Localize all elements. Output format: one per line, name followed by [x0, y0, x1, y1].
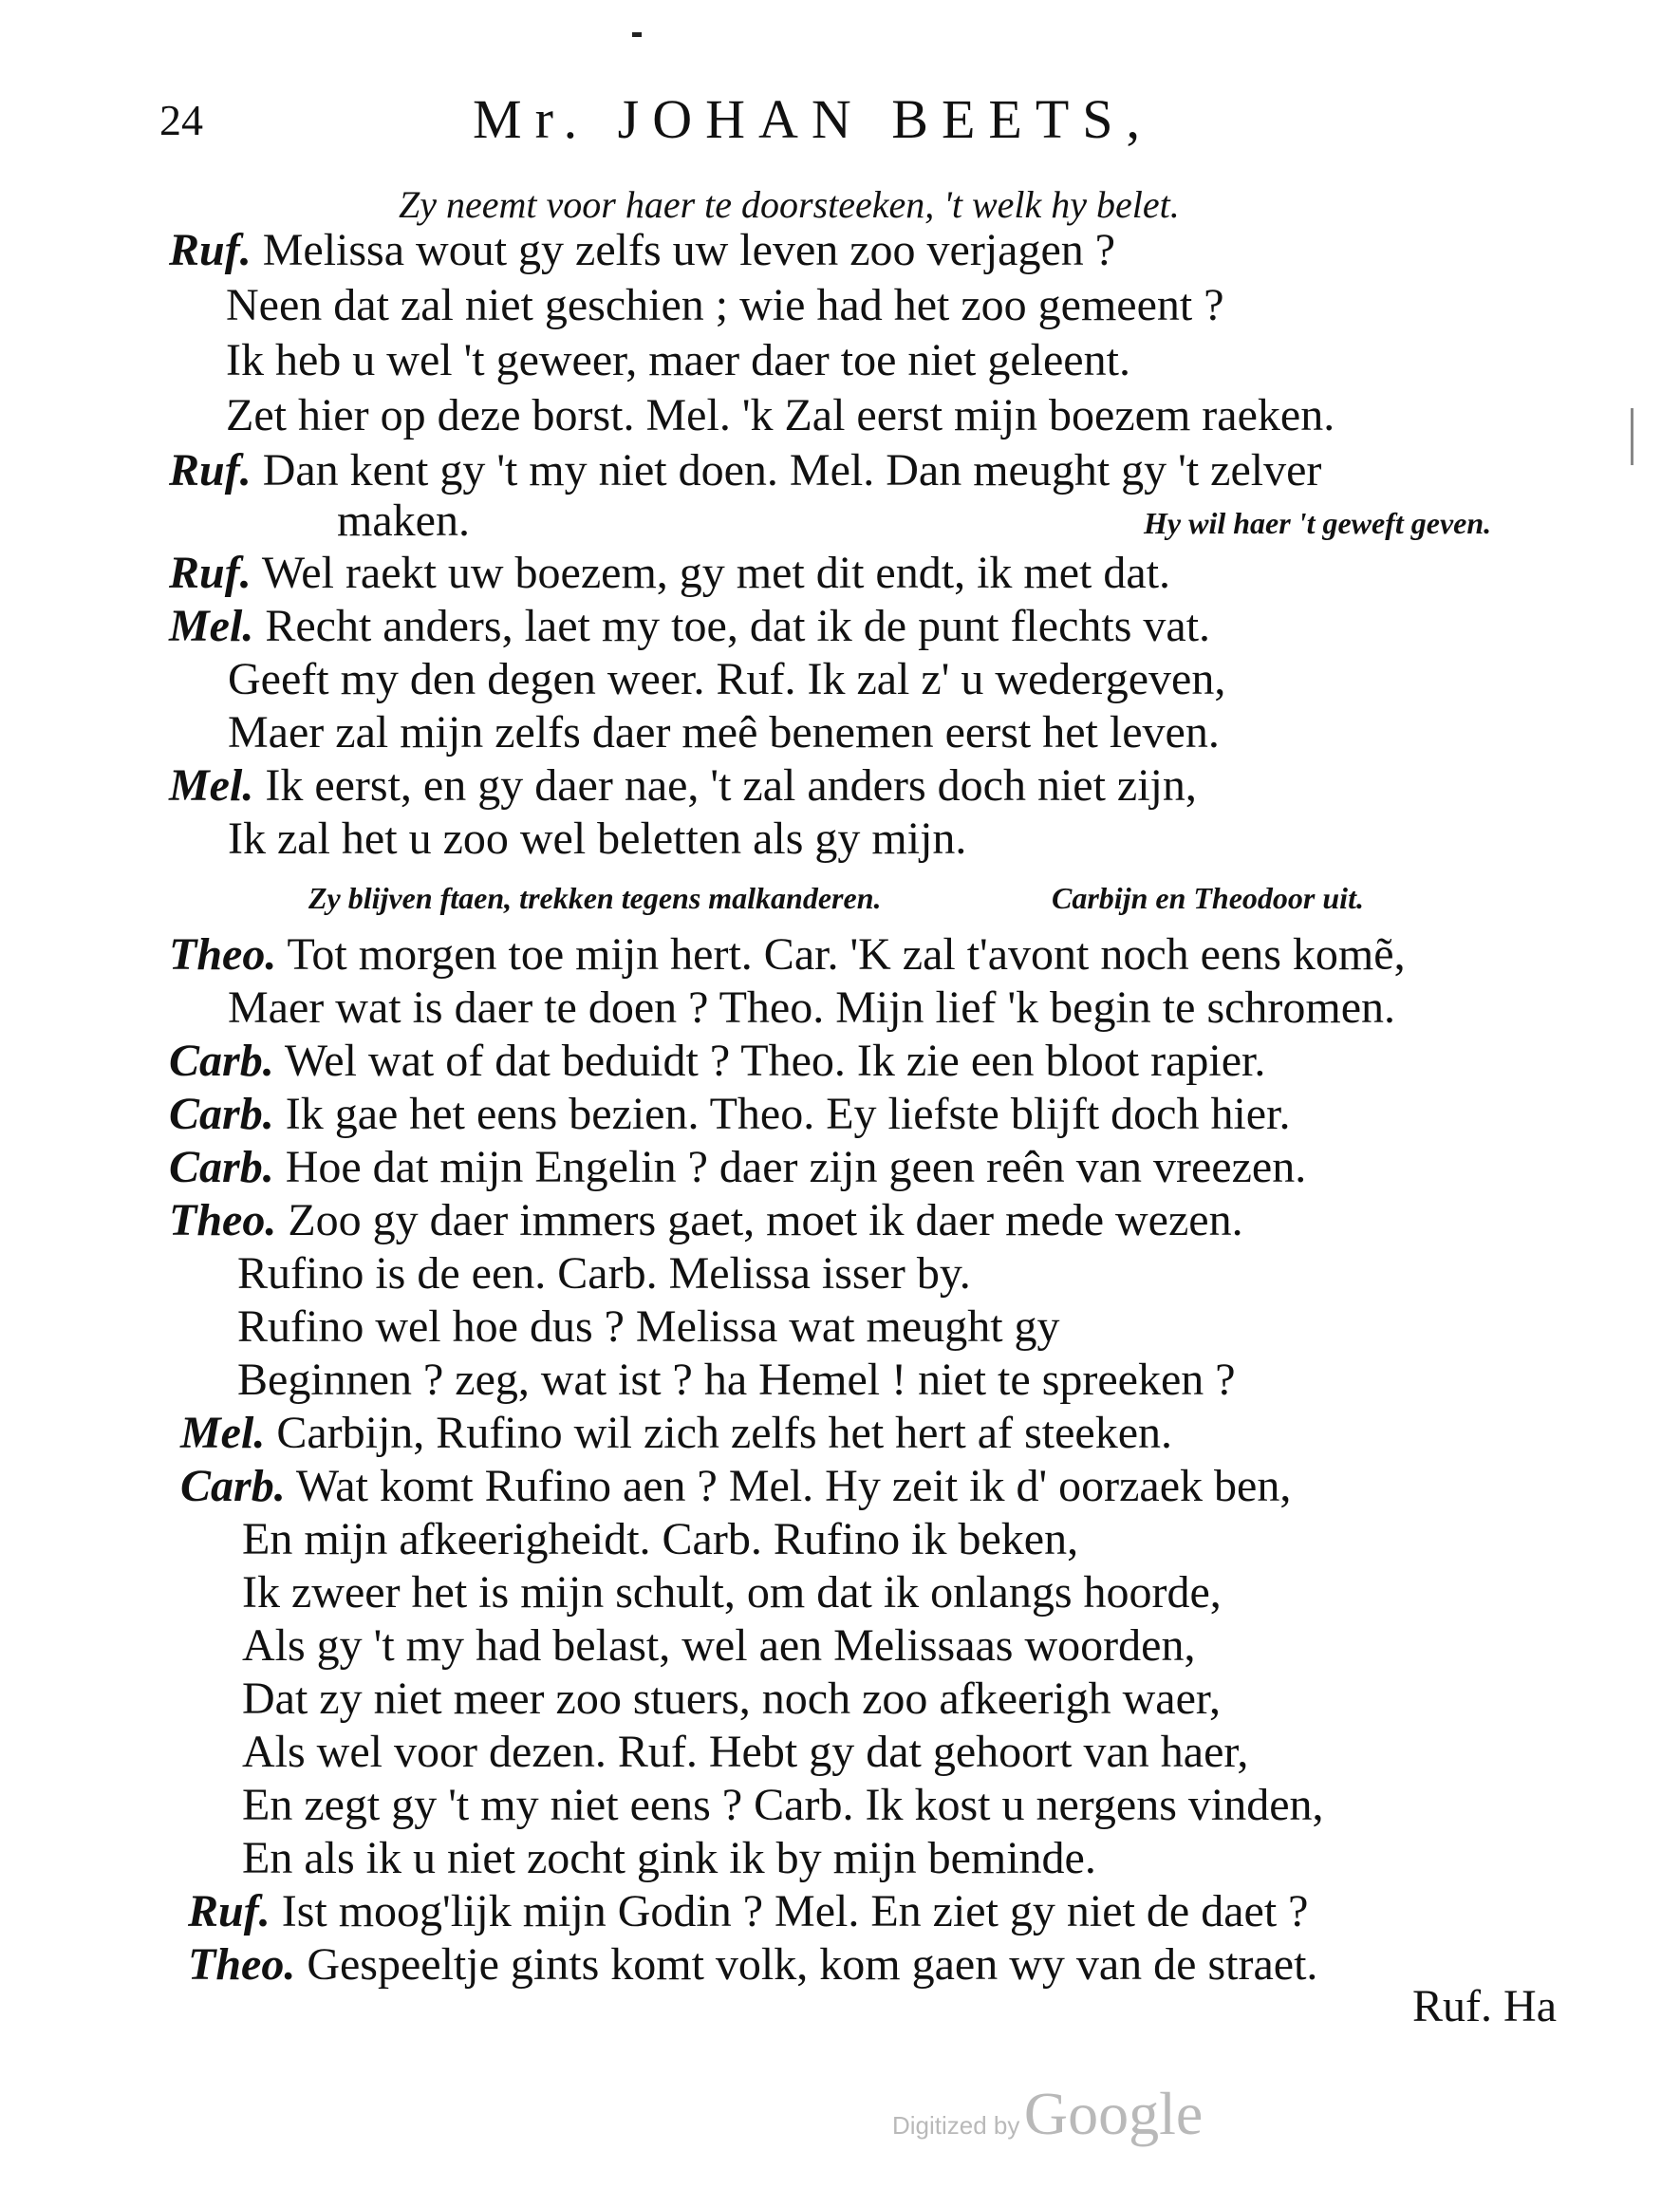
- speaker: Mel.: [180, 1408, 266, 1458]
- verse-line: En mijn afkeerigheidt. Carb. Rufino ik beken,: [242, 1514, 1079, 1564]
- scan-speck: [632, 32, 642, 37]
- verse-line: Geeft my den degen weer. Ruf. Ik zal z' u wedergeven,: [228, 654, 1226, 704]
- verse-line: En zegt gy 't my niet eens ? Carb. Ik kost u nergens vinden,: [242, 1780, 1324, 1830]
- verse-line: Ruf. Ist moog'lijk mijn Godin ? Mel. En ziet gy niet de daet ?: [188, 1886, 1309, 1936]
- verse-line: Rufino wel hoe dus ? Melissa wat meught gy: [237, 1301, 1060, 1352]
- digitized-by-google-watermark: Digitized by Google: [892, 2080, 1204, 2147]
- verse-line: Rufino is de een. Carb. Melissa isser by.: [237, 1248, 971, 1299]
- verse-line: Beginnen ? zeg, wat ist ? ha Hemel ! niet te spreeken ?: [237, 1355, 1236, 1405]
- verse-line: Ruf. Wel raekt uw boezem, gy met dit endt, ik met dat.: [169, 548, 1171, 598]
- speaker: Theo.: [188, 1939, 296, 1990]
- verse-line: Ik zal het u zoo wel beletten als gy mijn.: [228, 814, 967, 864]
- verse-line: Neen dat zal niet geschien ; wie had het zoo gemeent ?: [226, 280, 1224, 330]
- verse-line: Mel. Recht anders, laet my toe, dat ik de punt flechts vat.: [169, 601, 1211, 651]
- verse-line: Carb. Ik gae het eens bezien. Theo. Ey liefste blijft doch hier.: [169, 1089, 1291, 1139]
- speaker: Ruf.: [169, 225, 252, 275]
- verse-line: Ruf. Melissa wout gy zelfs uw leven zoo verjagen ?: [169, 225, 1116, 275]
- verse-line: En als ik u niet zocht gink ik by mijn beminde.: [242, 1833, 1096, 1883]
- catchword: Ruf. Ha: [1412, 1981, 1557, 2031]
- verse-line: Carb. Wat komt Rufino aen ? Mel. Hy zeit ik d' oorzaek ben,: [180, 1461, 1292, 1511]
- verse-line: maken.: [337, 496, 470, 546]
- verse-line: Dat zy niet meer zoo stuers, noch zoo afkeerigh waer,: [242, 1674, 1221, 1724]
- verse-line: Theo. Zoo gy daer immers gaet, moet ik daer mede wezen.: [169, 1195, 1243, 1245]
- stage-direction: Zy neemt voor haer te doorsteeken, 't welk hy belet.: [399, 183, 1180, 226]
- verse-line: Ik zweer het is mijn schult, om dat ik onlangs hoorde,: [242, 1567, 1222, 1618]
- stage-direction: Carbijn en Theodoor uit.: [1052, 881, 1364, 915]
- verse-line: Theo. Tot morgen toe mijn hert. Car. 'K zal t'avont noch eens komẽ,: [169, 929, 1406, 980]
- speaker: Carb.: [169, 1036, 274, 1086]
- verse-line: Carb. Hoe dat mijn Engelin ? daer zijn geen reên van vreezen.: [169, 1142, 1307, 1192]
- page-header: [159, 87, 1564, 154]
- verse-line: Mel. Ik eerst, en gy daer nae, 't zal anders doch niet zijn,: [169, 760, 1197, 811]
- page-number: 24: [159, 96, 203, 144]
- running-title: Mr. JOHAN BEETS,: [473, 88, 1154, 150]
- verse-line: Zet hier op deze borst. Mel. 'k Zal eerst mijn boezem raeken.: [226, 390, 1335, 440]
- speaker: Ruf.: [169, 445, 252, 496]
- speaker: Mel.: [169, 760, 254, 811]
- stage-direction: Zy blijven ftaen, trekken tegens malkanderen.: [308, 881, 882, 915]
- speaker: Ruf.: [169, 548, 252, 598]
- speaker: Theo.: [169, 929, 277, 980]
- verse-line: Mel. Carbijn, Rufino wil zich zelfs het hert af steeken.: [180, 1408, 1173, 1458]
- verse-line: Carb. Wel wat of dat beduidt ? Theo. Ik zie een bloot rapier.: [169, 1036, 1266, 1086]
- scan-speck: [1631, 408, 1633, 465]
- verse-line: Ik heb u wel 't geweer, maer daer toe niet geleent.: [226, 335, 1130, 385]
- verse-line: Maer wat is daer te doen ? Theo. Mijn lief 'k begin te schromen.: [228, 982, 1396, 1033]
- verse-line: Theo. Gespeeltje gints komt volk, kom gaen wy van de straet.: [188, 1939, 1318, 1990]
- speaker: Mel.: [169, 601, 254, 651]
- speaker: Carb.: [180, 1461, 286, 1511]
- verse-line: Maer zal mijn zelfs daer meê benemen eerst het leven.: [228, 707, 1220, 757]
- speaker: Theo.: [169, 1195, 277, 1245]
- stage-direction: Hy wil haer 't geweft geven.: [1144, 506, 1492, 540]
- verse-line: Als gy 't my had belast, wel aen Melissaas woorden,: [242, 1620, 1196, 1671]
- verse-line: Als wel voor dezen. Ruf. Hebt gy dat gehoort van haer,: [242, 1727, 1249, 1777]
- verse-line: Ruf. Dan kent gy 't my niet doen. Mel. Dan meught gy 't zelver: [169, 445, 1322, 496]
- speaker: Carb.: [169, 1142, 274, 1192]
- speaker: Carb.: [169, 1089, 274, 1139]
- speaker: Ruf.: [188, 1886, 271, 1936]
